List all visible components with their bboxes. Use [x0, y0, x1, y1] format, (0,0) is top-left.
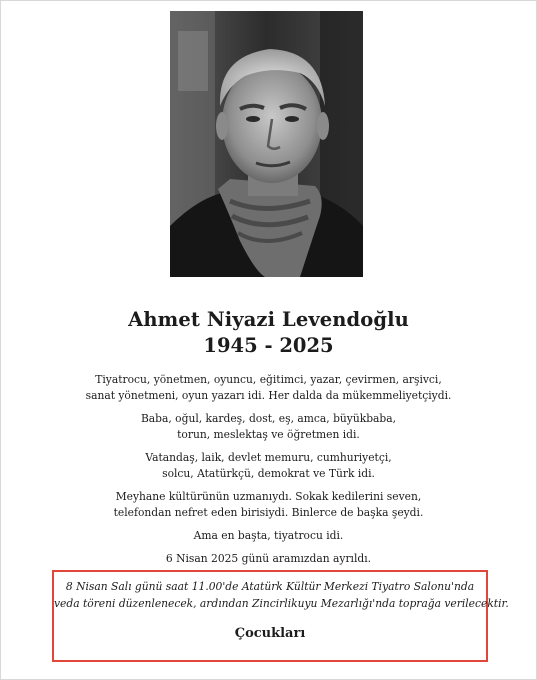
bio-paragraph-theatre: [0, 528, 537, 544]
bio-line: Meyhane kültürünün uzmanıydı. Sokak kedilerini seven,: [115, 490, 422, 503]
bio-paragraph-personality: [0, 489, 537, 521]
life-years: 1945 - 2025: [203, 334, 334, 357]
bio-line: sanat yönetmeni, oyun yazarı idi. Her dalda da mükemmeliyetçiydi.: [85, 389, 452, 402]
bio-line: Ama en başta, tiyatrocu idi.: [193, 529, 344, 542]
funeral-notice-box: [52, 570, 509, 662]
bio-line: 6 Nisan 2025 günü aramızdan ayrıldı.: [165, 552, 372, 565]
death-date-line: [0, 551, 537, 567]
portrait-image: [170, 11, 363, 277]
bio-line: Tiyatrocu, yönetmen, oyuncu, eğitimci, yazar, çevirmen, arşivci,: [95, 373, 442, 386]
funeral-notice-line-1: 8 Nisan Salı günü saat 11.00'de Atatürk Kültür Merkezi Tiyatro Salonu'nda: [65, 580, 475, 593]
bio-line: telefondan nefret eden birisiydi. Binlerce de başka şeydi.: [113, 506, 424, 519]
bio-line: solcu, Atatürkçü, demokrat ve Türk idi.: [162, 467, 375, 480]
portrait-photo: [170, 11, 363, 277]
funeral-notice-line-2: veda töreni düzenlenecek, ardından Zincirlikuyu Mezarlığı'nda toprağa verilecektir.: [54, 597, 509, 610]
bio-paragraph-family: [0, 411, 537, 443]
bio-paragraph-professions: [0, 372, 537, 404]
bio-line: Vatandaş, laik, devlet memuru, cumhuriyetçi,: [145, 451, 392, 464]
deceased-name: Ahmet Niyazi Levendoğlu: [128, 308, 409, 331]
signature: Çocukları: [234, 626, 306, 641]
bio-paragraph-citizenship: [0, 450, 537, 482]
bio-line: Baba, oğul, kardeş, dost, eş, amca, büyükbaba,: [140, 412, 397, 425]
bio-line: torun, meslektaş ve öğretmen idi.: [177, 428, 360, 441]
